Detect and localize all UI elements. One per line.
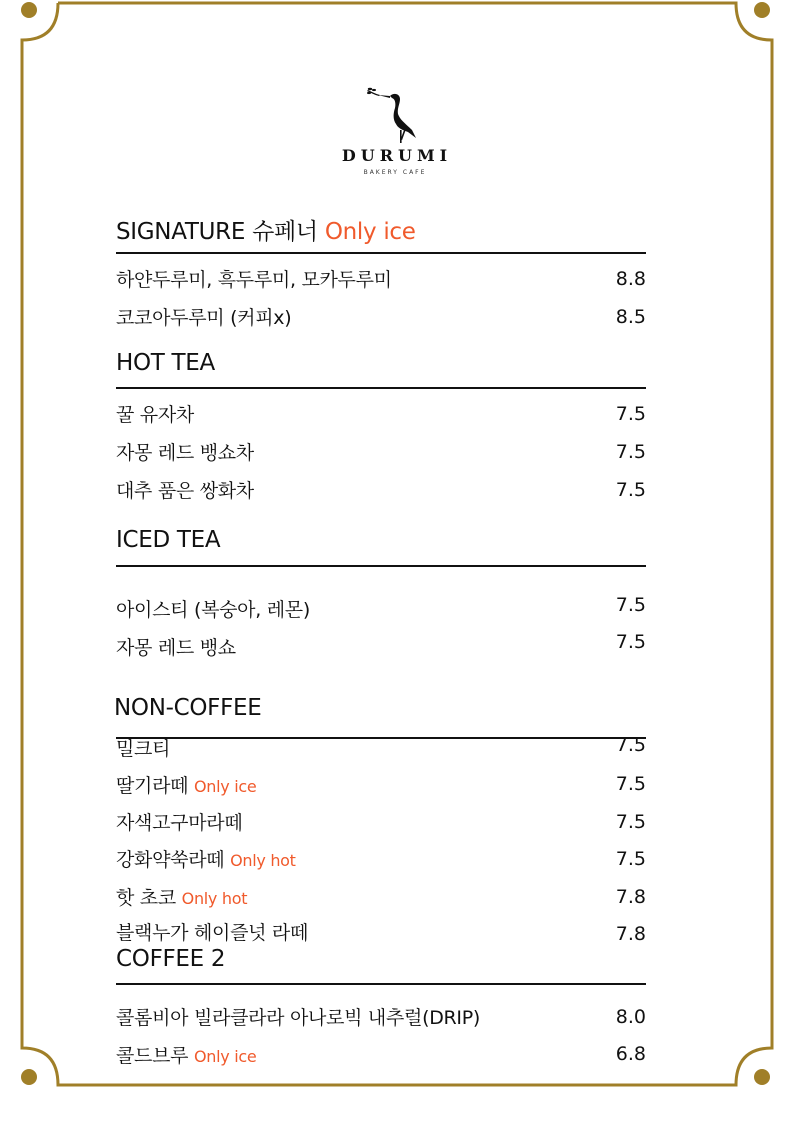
brand-subtitle: BAKERY CAFE bbox=[363, 169, 427, 176]
section-divider bbox=[116, 737, 646, 739]
brand-logo bbox=[330, 86, 460, 176]
item-name-text: 콜드브루 bbox=[116, 1045, 189, 1067]
menu-item-name: 하얀두루미, 흑두루미, 모카두루미 bbox=[116, 269, 392, 291]
menu-item-name: 자몽 레드 뱅쇼 bbox=[116, 637, 236, 659]
corner-dot-top-left bbox=[21, 2, 37, 18]
menu-item-price: 7.5 bbox=[615, 441, 646, 463]
menu-item-name bbox=[116, 883, 247, 910]
brand-name: DURUMI bbox=[341, 146, 453, 165]
item-note: Only hot bbox=[230, 851, 296, 870]
menu-item-price: 7.5 bbox=[615, 848, 646, 870]
section-title-iced-tea: ICED TEA bbox=[116, 527, 221, 553]
menu-item-price: 7.5 bbox=[615, 403, 646, 425]
corner-dot-bottom-right bbox=[754, 1069, 770, 1085]
menu-item-price: 7.5 bbox=[615, 773, 646, 795]
section-title-non-coffee: NON-COFFEE bbox=[114, 695, 262, 721]
section-title-hot-tea: HOT TEA bbox=[116, 350, 215, 376]
item-note: Only ice bbox=[193, 1047, 257, 1066]
section-divider bbox=[116, 252, 646, 254]
section-divider bbox=[116, 983, 646, 985]
menu-item-name: 자몽 레드 뱅쇼차 bbox=[116, 442, 254, 464]
menu-item-price: 7.5 bbox=[615, 631, 646, 653]
menu-item-price: 8.0 bbox=[615, 1006, 646, 1028]
item-name-text: 강화약쑥라떼 bbox=[116, 849, 225, 871]
menu-item-name: 콜롬비아 빌라클라라 아나로빅 내추럴(DRIP) bbox=[116, 1007, 481, 1029]
section-note: Only ice bbox=[324, 219, 416, 245]
menu-item-name: 대추 품은 쌍화차 bbox=[116, 480, 254, 502]
corner-dot-bottom-left bbox=[21, 1069, 37, 1085]
crane-icon bbox=[360, 86, 430, 144]
menu-item-price: 7.5 bbox=[615, 594, 646, 616]
menu-item-name: 자색고구마라떼 bbox=[116, 812, 243, 834]
item-name-text: 딸기라떼 bbox=[116, 775, 189, 797]
menu-item-price: 8.5 bbox=[615, 306, 646, 328]
item-note: Only ice bbox=[193, 777, 257, 796]
menu-item-name: 아이스티 (복숭아, 레몬) bbox=[116, 599, 310, 621]
section-title-signature bbox=[116, 213, 416, 246]
menu-item-price: 7.8 bbox=[615, 923, 646, 945]
menu-item-price: 8.8 bbox=[615, 268, 646, 290]
menu-item-name: 블랙누가 헤이즐넛 라떼 bbox=[116, 922, 309, 944]
menu-item-name: 꿀 유자차 bbox=[116, 404, 194, 426]
section-title-coffee-2: COFFEE 2 bbox=[116, 946, 226, 972]
section-title-text: SIGNATURE 슈페너 bbox=[116, 219, 318, 245]
item-name-text: 핫 초코 bbox=[116, 887, 176, 909]
menu-item-name bbox=[116, 845, 296, 872]
menu-item-price: 7.5 bbox=[615, 811, 646, 833]
menu-item-name: 밀크티 bbox=[116, 738, 171, 760]
menu-item-price: 6.8 bbox=[615, 1043, 646, 1065]
menu-item-price: 7.5 bbox=[615, 479, 646, 501]
menu-item-name bbox=[116, 771, 256, 798]
menu-item-price: 7.8 bbox=[615, 886, 646, 908]
menu-item-name bbox=[116, 1041, 256, 1068]
section-divider bbox=[116, 387, 646, 389]
item-note: Only hot bbox=[181, 889, 248, 908]
corner-dot-top-right bbox=[754, 2, 770, 18]
menu-item-name: 코코아두루미 (커피x) bbox=[116, 307, 292, 329]
section-divider bbox=[116, 565, 646, 567]
menu-item-price: 7.5 bbox=[615, 734, 646, 756]
